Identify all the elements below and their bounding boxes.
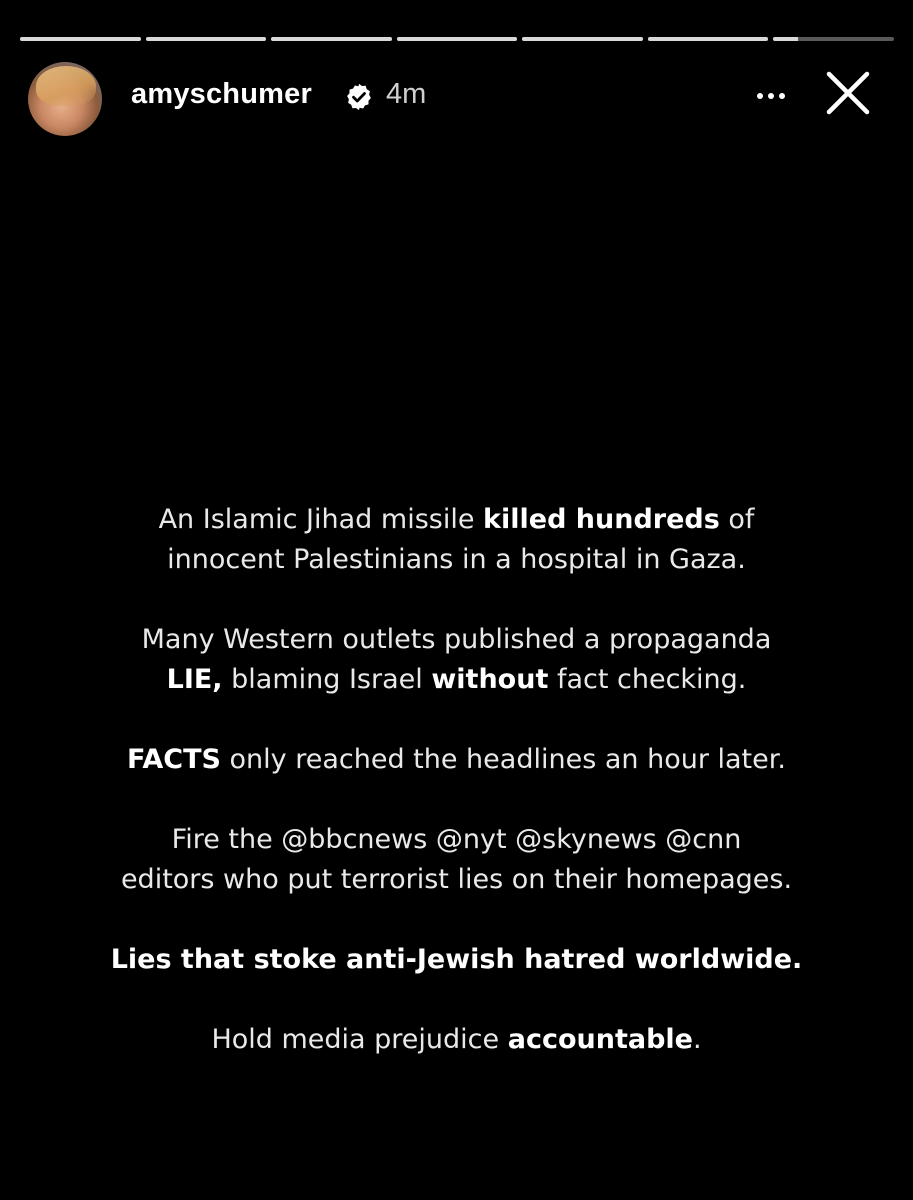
progress-segment-5 (522, 37, 643, 41)
progress-segment-6 (648, 37, 769, 41)
avatar[interactable] (28, 62, 102, 136)
progress-segment-1 (20, 37, 141, 41)
progress-segment-3 (271, 37, 392, 41)
verified-badge-icon (344, 82, 374, 112)
paragraph-5: Lies that stoke anti-Jewish hatred worldwide. (110, 944, 803, 975)
paragraph-4: Fire the @bbcnews @nyt @skynews @cnn editors who put terrorist lies on their homepages. (120, 824, 793, 895)
story-header (28, 62, 893, 137)
progress-segment-4 (397, 37, 518, 41)
more-horizontal-icon[interactable] (749, 74, 793, 118)
username[interactable]: amyschumer (131, 78, 312, 110)
paragraph-1: An Islamic Jihad missile killed hundreds of innocent Palestinians in a hospital in Gaza. (158, 504, 755, 575)
paragraph-2: Many Western outlets published a propaganda LIE, blaming Israel without fact checking. (141, 624, 772, 695)
progress-segment-current (773, 37, 894, 41)
paragraph-6: Hold media prejudice accountable. (211, 1024, 702, 1055)
close-icon[interactable] (823, 68, 873, 118)
paragraph-3: FACTS only reached the headlines an hour later. (127, 744, 786, 775)
story-progress-bar (20, 37, 894, 42)
post-time: 4m (386, 78, 427, 110)
progress-segment-2 (146, 37, 267, 41)
story-text (0, 500, 913, 1060)
